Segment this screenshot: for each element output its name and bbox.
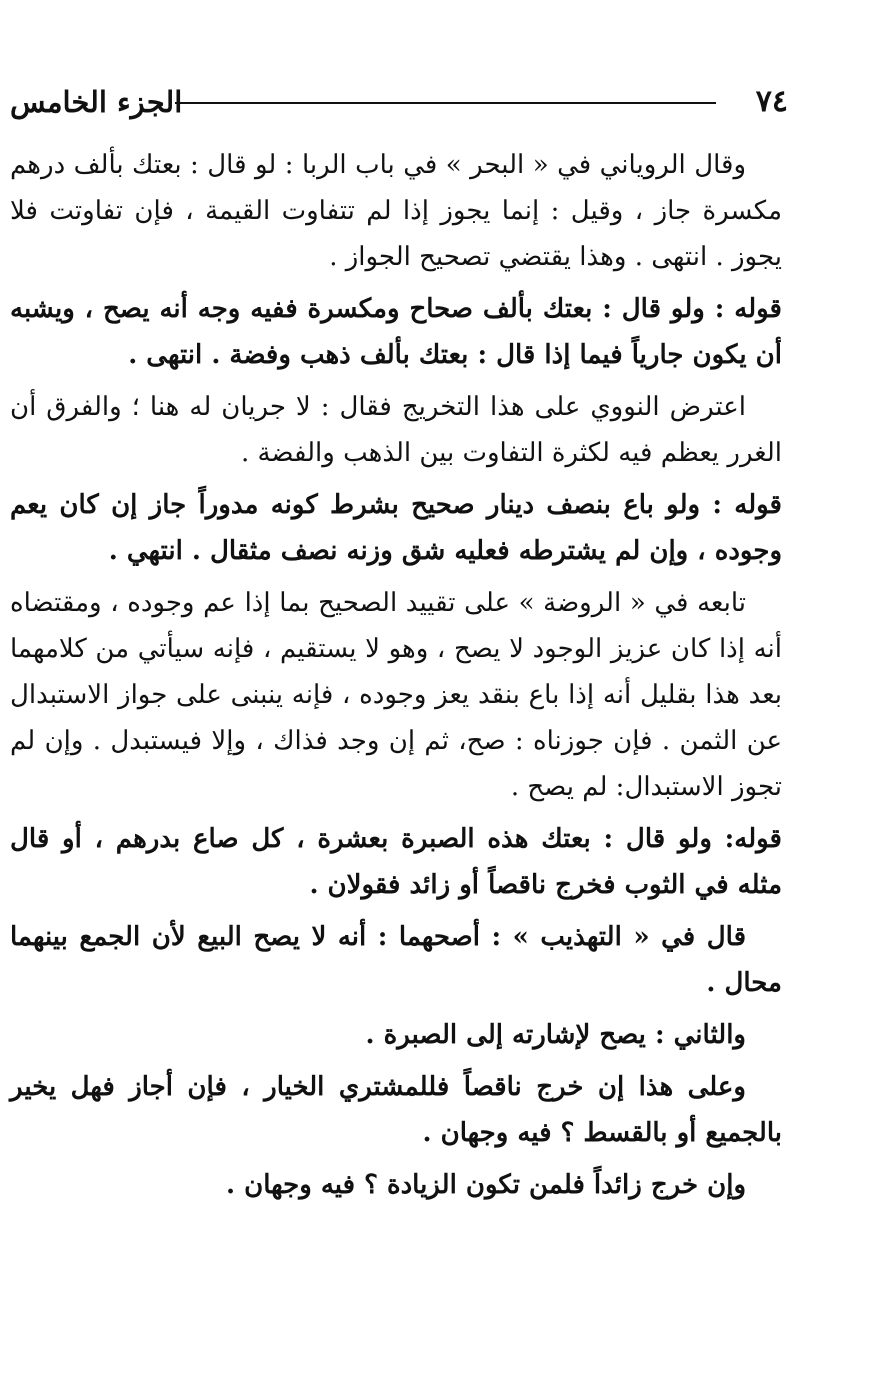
paragraph-6: قوله: ولو قال : بعتك هذه الصبرة بعشرة ، كل صاع بدرهم ، أو قال مثله في الثوب فخرج ناقصاً أو زائد فقولان .: [10, 824, 782, 900]
paragraph-7: قال في « التهذيب » : أصحهما : أنه لا يصح البيع لأن الجمع بينهما محال .: [10, 922, 782, 998]
paragraph-3: اعترض النووي على هذا التخريج فقال : لا جريان له هنا ؛ والفرق أن الغرر يعظم فيه لكثرة التفاوت بين الذهب والفضة .: [10, 392, 782, 468]
paragraph-2: قوله : ولو قال : بعتك بألف صحاح ومكسرة ففيه وجه أنه يصح ، ويشبه أن يكون جارياً فيما إذا قال : بعتك بألف ذهب وفضة . انتهى .: [10, 294, 782, 370]
paragraph-1: وقال الروياني في « البحر » في باب الربا : لو قال : بعتك بألف درهم مكسرة جاز ، وقيل : إنما يجوز إذا لم تتفاوت القيمة ، فإن تفاوتت فلا يجوز . انتهى . وهذا يقتضي تصحيح الجواز .: [10, 150, 782, 272]
page-header: [10, 82, 788, 126]
paragraph-5: تابعه في « الروضة » على تقييد الصحيح بما إذا عم وجوده ، ومقتضاه أنه إذا كان عزيز الوجود لا يصح ، وهو لا يستقيم ، فإنه سيأتي من كلامهما بعد هذا بقليل أنه إذا باع بنقد يعز وجوده ، فإنه ينبنى على جواز الاستبدال عن الثمن . فإن جوزناه : صح، ثم إن وجد فذاك ، وإلا فيستبدل . وإن لم تجوز الاستبدال: لم يصح .: [10, 588, 782, 802]
header-rule: [175, 102, 716, 104]
paragraph-4: قوله : ولو باع بنصف دينار صحيح بشرط كونه مدوراً جاز إن كان يعم وجوده ، وإن لم يشترطه فعليه شق وزنه نصف مثقال . انتهي .: [10, 490, 782, 566]
running-title: الجزء الخامس: [10, 85, 183, 119]
page-body: [10, 142, 782, 1208]
paragraph-10: وإن خرج زائداً فلمن تكون الزيادة ؟ فيه وجهان .: [226, 1170, 746, 1200]
paragraph-9: وعلى هذا إن خرج ناقصاً فللمشتري الخيار ، فإن أجاز فهل يخير بالجميع أو بالقسط ؟ فيه وجهان .: [10, 1072, 782, 1148]
page-number: ٧٤: [755, 84, 788, 119]
paragraph-8: والثاني : يصح لإشارته إلى الصبرة .: [365, 1020, 746, 1050]
